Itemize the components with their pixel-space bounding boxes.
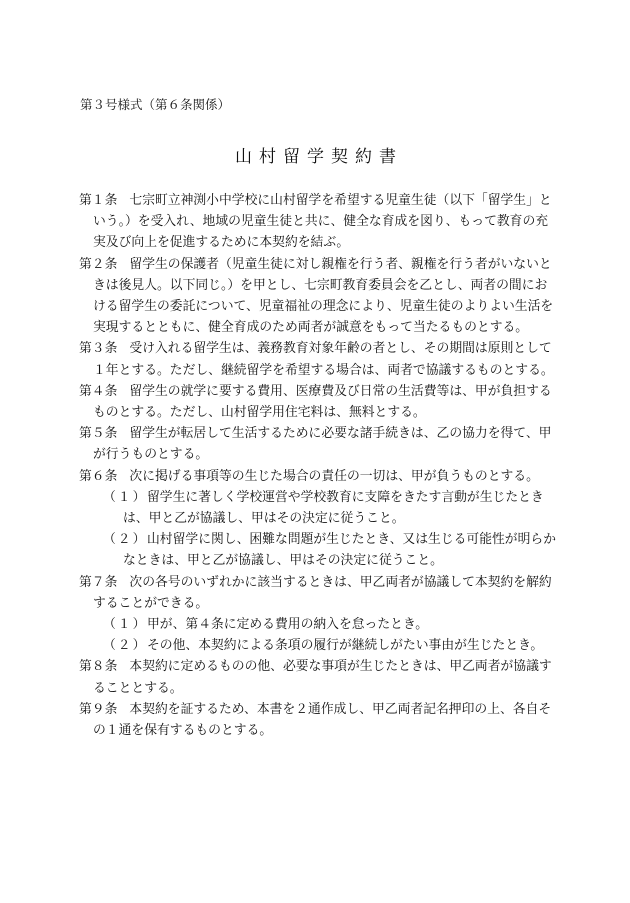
article-5 bbox=[79, 423, 557, 465]
article-text: 留学生が転居して生活するために必要な諸手続きは、乙の協力を得て、甲が行うものとする。 bbox=[93, 426, 552, 463]
article-text: 次の各号のいずれかに該当するときは、甲乙両者が協議して本契約を解約することができる。 bbox=[93, 574, 552, 611]
item-text: その他、本契約による条項の履行が継続しがたい事由が生じたとき。 bbox=[147, 638, 544, 654]
article-number: 第１条 bbox=[79, 193, 118, 208]
article-4 bbox=[79, 381, 557, 423]
article-6 bbox=[79, 466, 557, 487]
article-7-item-2 bbox=[79, 635, 557, 656]
item-number: （１） bbox=[103, 489, 148, 505]
article-9 bbox=[79, 699, 557, 741]
article-list bbox=[79, 190, 557, 741]
item-text: 山村留学に関し、困難な問題が生じたとき、又は生じる可能性が明らかなときは、甲と乙が協議し、甲はその決定に従うこと。 bbox=[123, 532, 556, 569]
article-number: 第９条 bbox=[79, 701, 118, 717]
article-number: 第３条 bbox=[79, 341, 118, 357]
article-7-item-1 bbox=[79, 614, 557, 635]
article-text: 次に掲げる事項等の生じた場合の責任の一切は、甲が負うものとする。 bbox=[129, 468, 539, 484]
article-6-item-1 bbox=[79, 487, 557, 529]
article-number: 第８条 bbox=[79, 659, 118, 675]
article-8 bbox=[79, 656, 557, 698]
article-text: 七宗町立神渕小中学校に山村留学を希望する児童生徒（以下「留学生」という。）を受入れ、地域の児童生徒と共に、健全な育成を図り、もって教育の充実及び向上を促進するために本契約を結ぶ。 bbox=[93, 193, 552, 251]
article-3 bbox=[79, 338, 557, 380]
article-number: 第７条 bbox=[79, 574, 118, 590]
form-number: 第３号様式（第６条関係） bbox=[80, 97, 231, 112]
article-number: 第６条 bbox=[79, 468, 118, 484]
article-text: 受け入れる留学生は、義務教育対象年齢の者とし、その期間は原則として１年とする。ただし、継続留学を希望する場合は、両者で協議するものとする。 bbox=[93, 341, 554, 378]
item-number: （２） bbox=[103, 532, 148, 548]
item-text: 留学生に著しく学校運営や学校教育に支障をきたす言動が生じたときは、甲と乙が協議し、甲はその決定に従うこと。 bbox=[123, 489, 544, 527]
article-6-item-2 bbox=[79, 529, 557, 571]
article-2 bbox=[79, 254, 557, 339]
article-number: 第２条 bbox=[79, 256, 118, 272]
item-number: （２） bbox=[103, 638, 148, 654]
article-text: 本契約を証するため、本書を２通作成し、甲乙両者記名押印の上、各自その１通を保有するものとする。 bbox=[93, 701, 552, 739]
item-number: （１） bbox=[103, 617, 148, 633]
article-7 bbox=[79, 572, 557, 614]
document-title: 山村留学契約書 bbox=[235, 147, 403, 167]
article-text: 留学生の就学に要する費用、医療費及び日常の生活費等は、甲が負担するものとする。ただし、山村留学用住宅料は、無料とする。 bbox=[93, 383, 552, 421]
article-text: 留学生の保護者（児童生徒に対し親権を行う者、親権を行う者がいないときは後見人。以下同じ。）を甲とし、七宗町教育委員会を乙とし、両者の間における留学生の委託について、児童福祉の理念により、児童生徒のよりよい生活を実現するとともに、健全育成のため両者が誠意をもって当たるものとする。 bbox=[93, 256, 554, 336]
article-number: 第４条 bbox=[79, 383, 118, 399]
article-text: 本契約に定めるものの他、必要な事項が生じたときは、甲乙両者が協議することとする。 bbox=[93, 659, 552, 696]
article-1 bbox=[79, 190, 557, 254]
item-text: 甲が、第４条に定める費用の納入を怠ったとき。 bbox=[147, 617, 429, 633]
article-number: 第５条 bbox=[79, 426, 118, 442]
